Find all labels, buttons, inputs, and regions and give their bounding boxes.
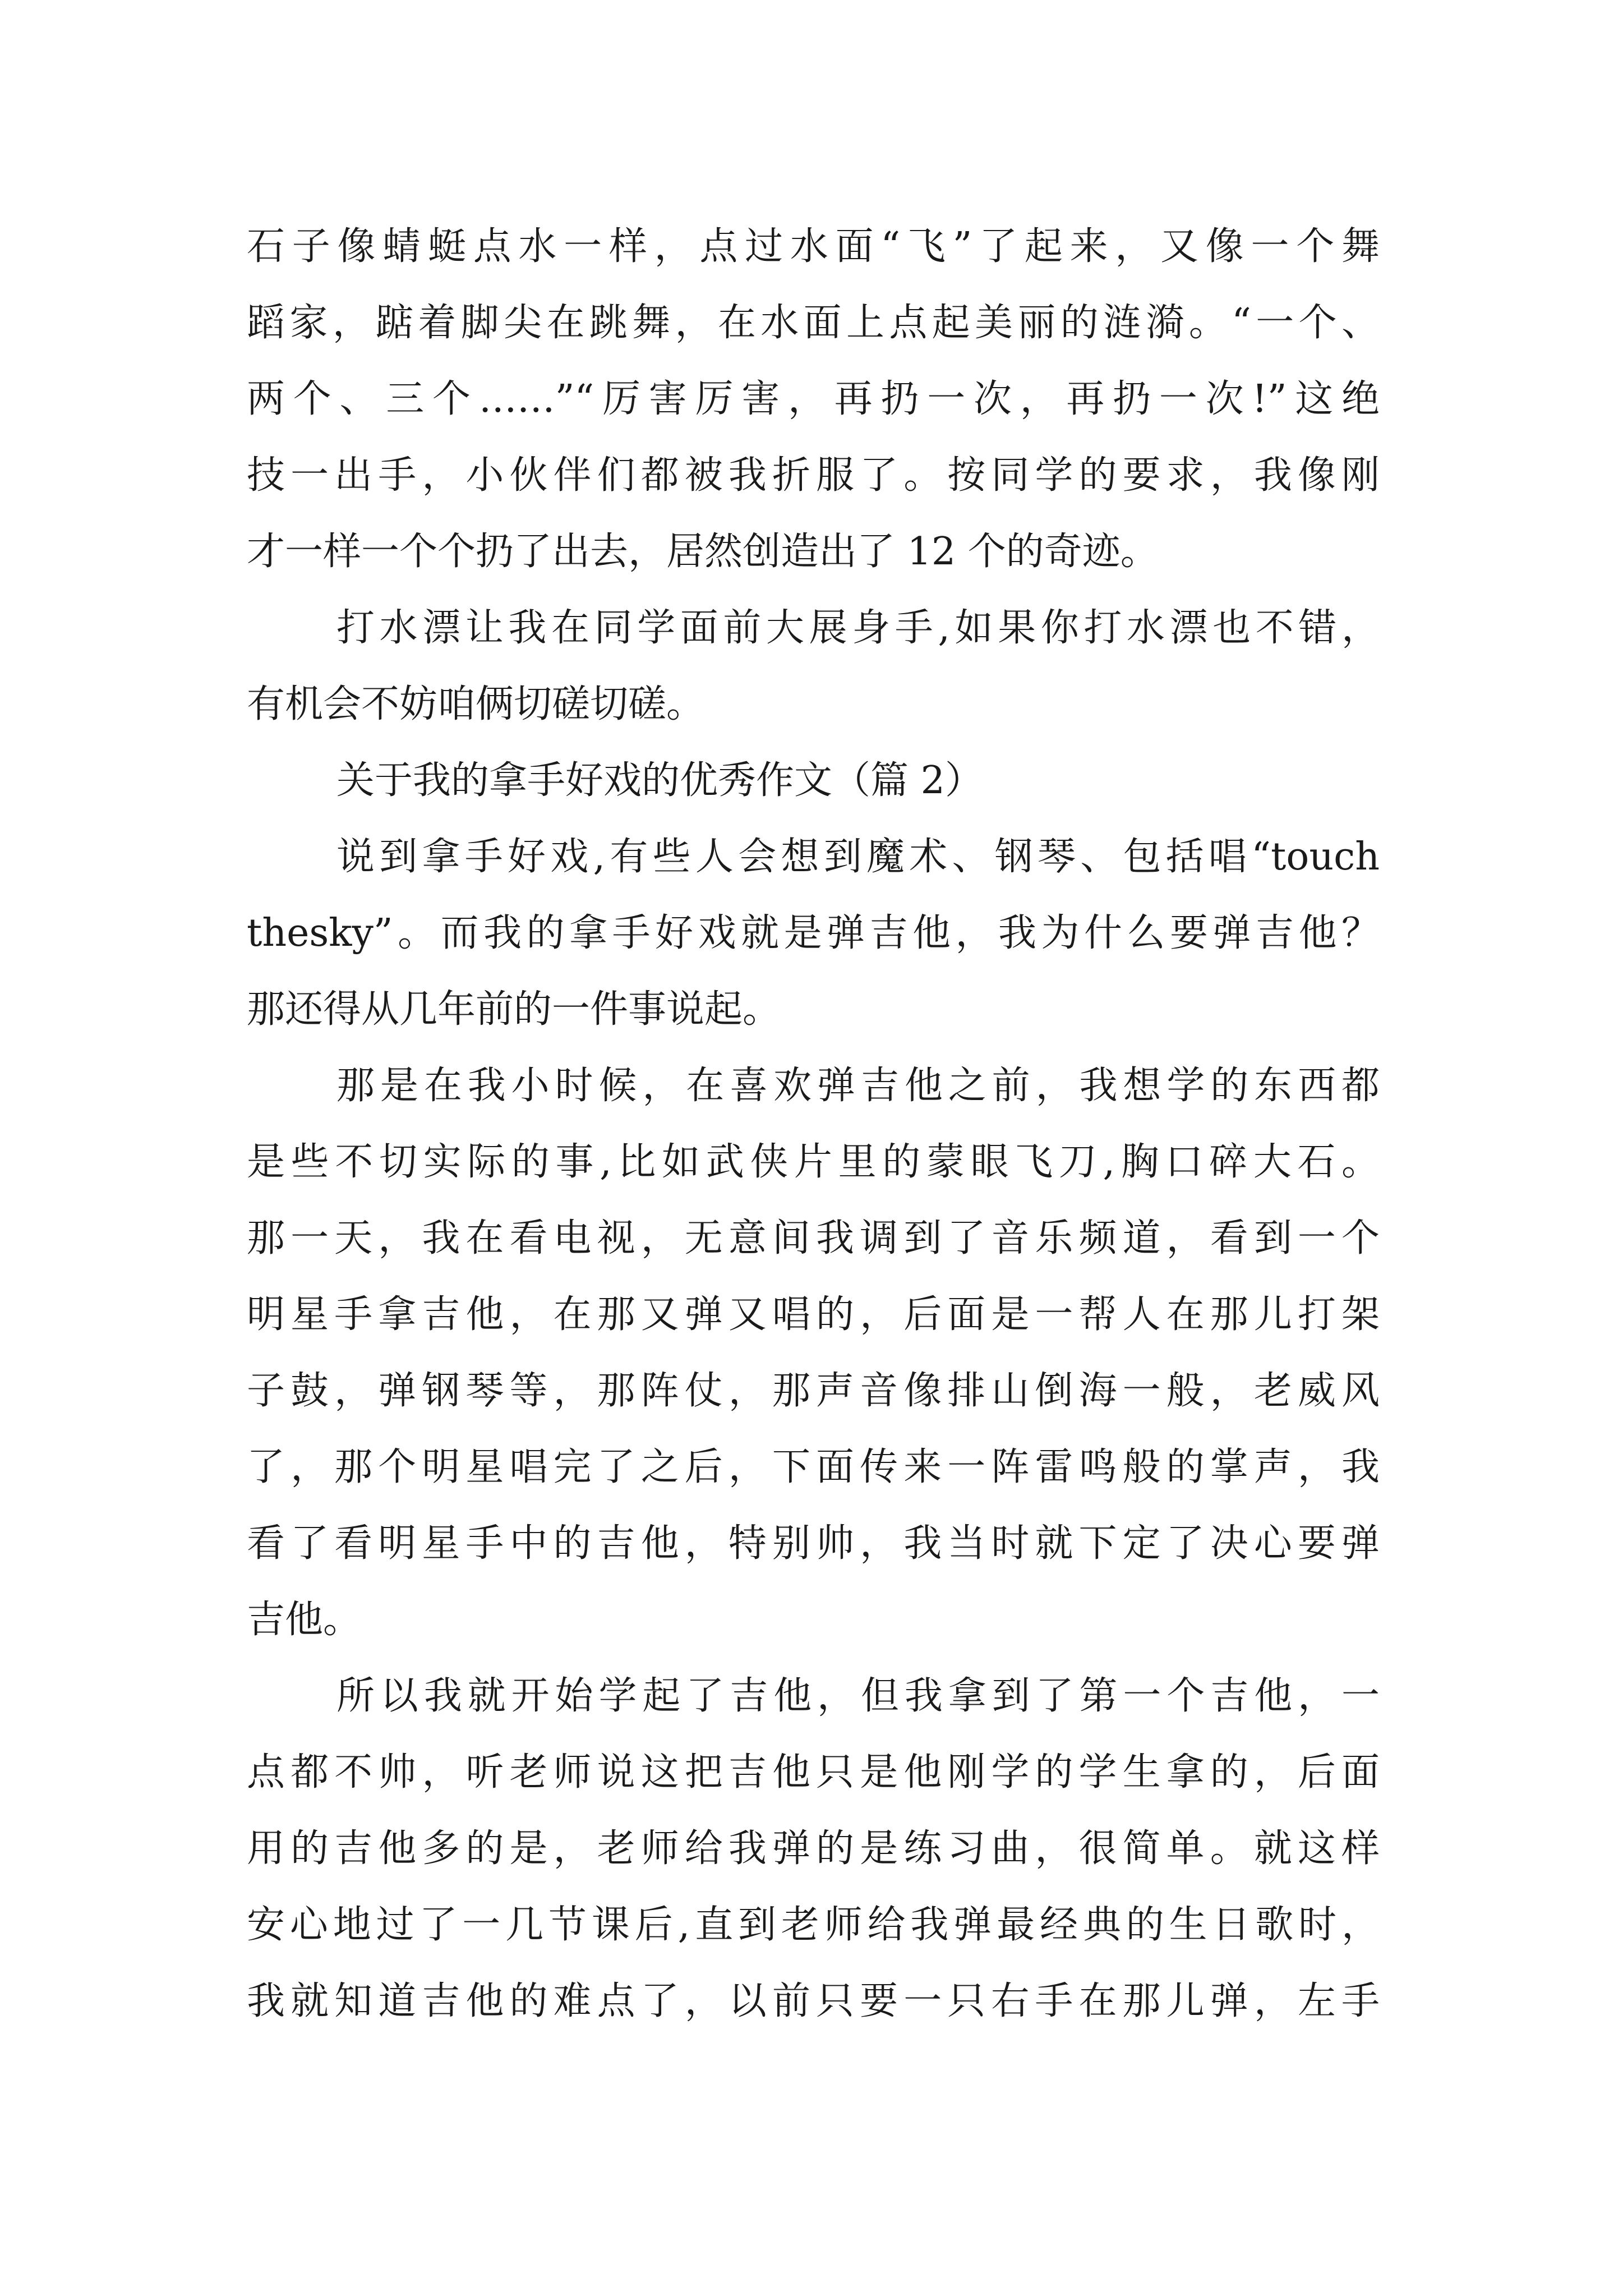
text-line: 两个、三个……”“厉害厉害，再扔一次，再扔一次!”这绝 bbox=[247, 377, 1380, 421]
section-heading: 关于我的拿手好戏的优秀作文（篇 2） bbox=[336, 758, 983, 803]
text-line: 了，那个明星唱完了之后，下面传来一阵雷鸣般的掌声，我 bbox=[247, 1445, 1380, 1489]
text-line: 吉他。 bbox=[247, 1598, 362, 1642]
text-line: 是些不切实际的事,比如武侠片里的蒙眼飞刀,胸口碎大石。 bbox=[247, 1140, 1380, 1184]
text-line: 有机会不妨咱俩切磋切磋。 bbox=[247, 682, 705, 726]
text-line: thesky”。而我的拿手好戏就是弹吉他，我为什么要弹吉他？ bbox=[247, 911, 1380, 955]
text-line: 才一样一个个扔了出去，居然创造出了 12 个的奇迹。 bbox=[247, 530, 1159, 574]
text-line: 说到拿手好戏,有些人会想到魔术、钢琴、包括唱“touch bbox=[336, 835, 1380, 879]
text-line: 蹈家，踮着脚尖在跳舞，在水面上点起美丽的涟漪。“一个、 bbox=[247, 301, 1380, 345]
text-line: 那还得从几年前的一件事说起。 bbox=[247, 987, 781, 1032]
text-line: 我就知道吉他的难点了，以前只要一只右手在那儿弹，左手 bbox=[247, 1979, 1380, 2023]
text-line: 所以我就开始学起了吉他，但我拿到了第一个吉他，一 bbox=[336, 1674, 1380, 1718]
text-line: 那是在我小时候，在喜欢弹吉他之前，我想学的东西都 bbox=[336, 1064, 1380, 1108]
text-line: 明星手拿吉他，在那又弹又唱的，后面是一帮人在那儿打架 bbox=[247, 1292, 1380, 1337]
text-line: 打水漂让我在同学面前大展身手,如果你打水漂也不错， bbox=[336, 606, 1380, 650]
text-line: 石子像蜻蜓点水一样，点过水面“飞”了起来，又像一个舞 bbox=[247, 224, 1380, 269]
text-line: 看了看明星手中的吉他，特别帅，我当时就下定了决心要弹 bbox=[247, 1521, 1380, 1566]
text-line: 那一天，我在看电视，无意间我调到了音乐频道，看到一个 bbox=[247, 1216, 1380, 1260]
text-line: 子鼓，弹钢琴等，那阵仗，那声音像排山倒海一般，老威风 bbox=[247, 1369, 1380, 1413]
text-line: 安心地过了一几节课后,直到老师给我弹最经典的生日歌时， bbox=[247, 1903, 1380, 1947]
text-line: 点都不帅，听老师说这把吉他只是他刚学的学生拿的，后面 bbox=[247, 1750, 1380, 1795]
text-line: 用的吉他多的是，老师给我弹的是练习曲，很简单。就这样 bbox=[247, 1826, 1380, 1871]
text-line: 技一出手，小伙伴们都被我折服了。按同学的要求，我像刚 bbox=[247, 453, 1380, 498]
